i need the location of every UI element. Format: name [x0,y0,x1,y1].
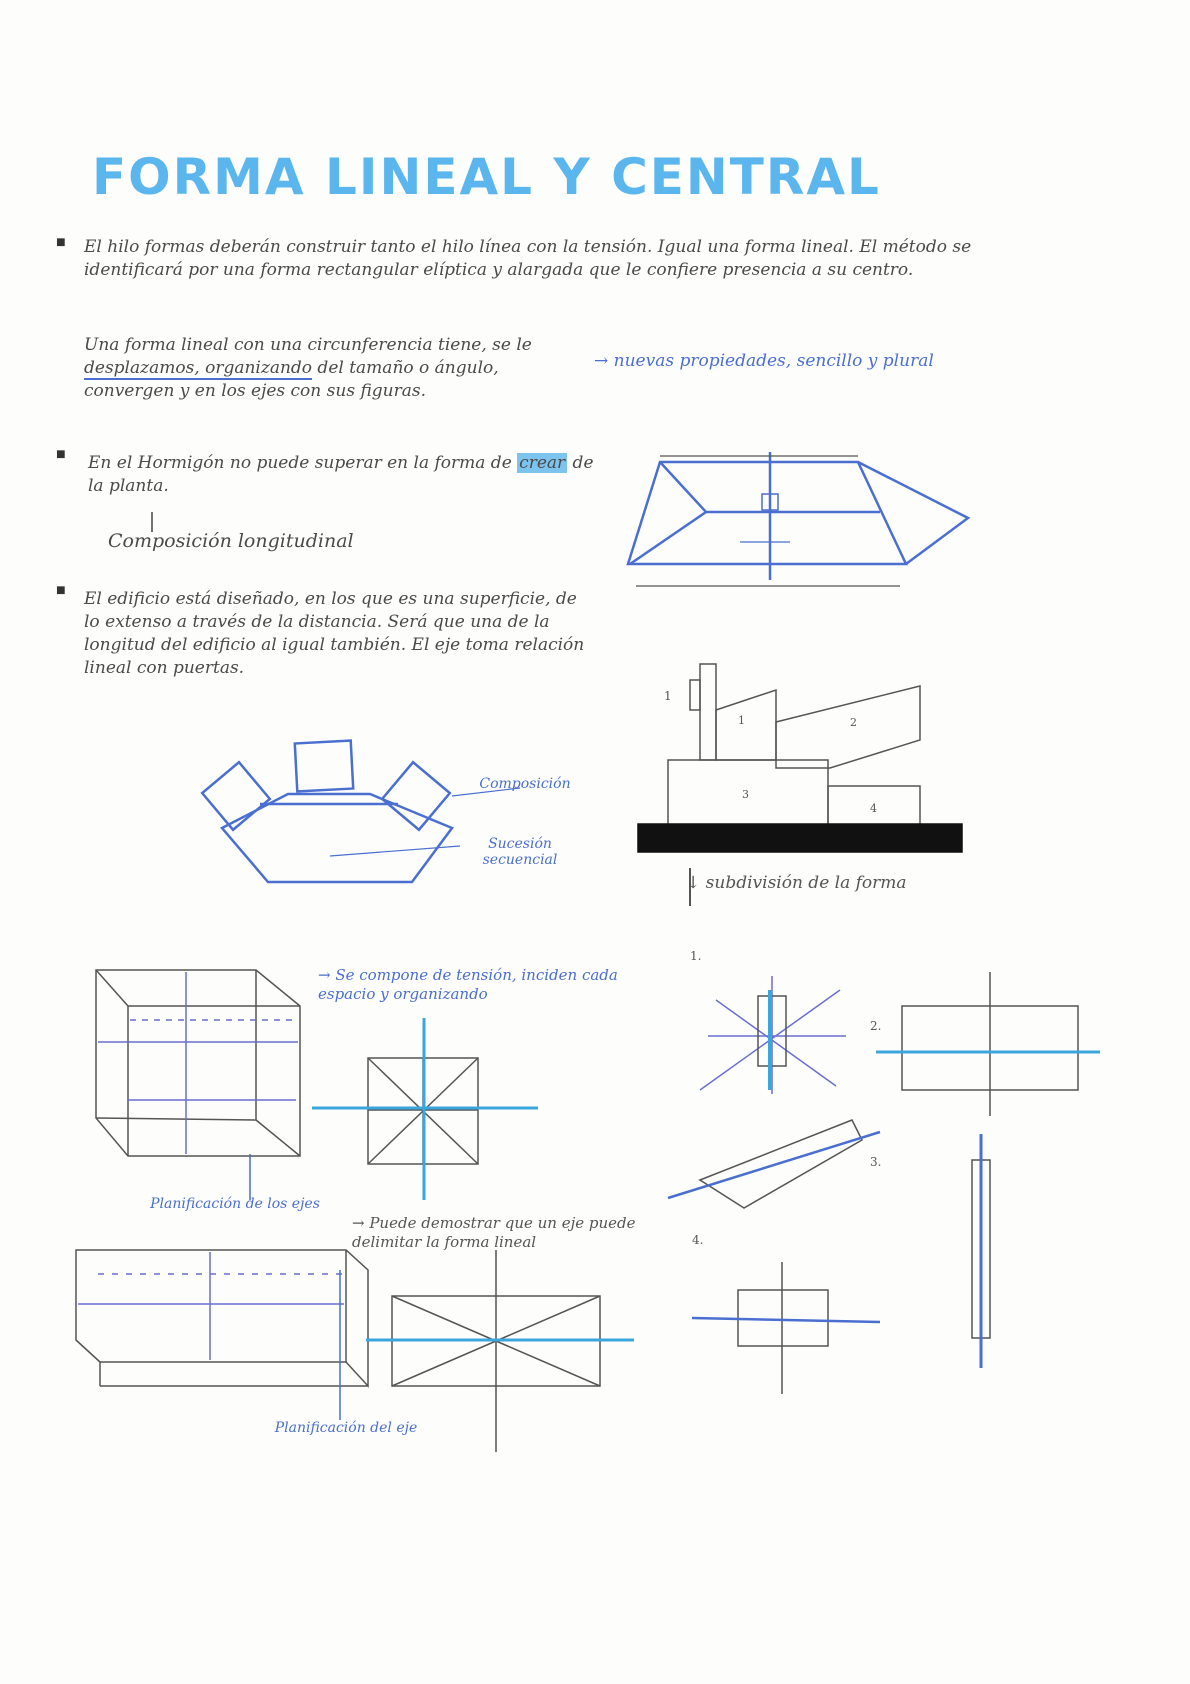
small-rect-axis [692,1318,880,1322]
underlined-text: desplazamos, organizando [84,358,313,378]
bullet-dot: ■ [56,234,66,251]
step-mark-d: 4. [692,1233,704,1247]
radial-star-diagram [700,976,846,1094]
highlighted-word: crear [519,453,566,473]
parallelogram-axis [668,1132,880,1198]
squares-plan-diagram [202,741,520,882]
paragraph-linear-form-a: Una forma lineal con una circunferencia tiene, se le [84,335,532,355]
bullet-dot: ■ [56,446,66,463]
label-subdivision: ↓ subdivisión de la forma [686,873,907,893]
elevation-mark-side: 1 [664,689,672,703]
paragraph-building: El edificio está diseñado, en los que es una superficie, de lo extenso a través de la distancia. Será que una de la longitud del edificio al igual también. El eje toma relación lineal con puertas. [84,589,585,678]
label-box-axes: Planificación de los ejes [150,1196,320,1212]
sub-heading-longitudinal: Composición longitudinal [108,530,354,552]
arrow-note: → nuevas propiedades, sencillo y plural [594,351,934,371]
step-mark-c: 3. [870,1155,882,1169]
label-sequence: Sucesión secuencial [482,836,558,868]
square-axes-cyan [312,1018,538,1200]
step-mark-a: 1. [690,949,702,963]
bullet-dot: ■ [56,582,66,599]
label-composition: Composición [479,776,571,792]
elevation-mark-1: 1 [738,714,745,727]
tower-block [700,664,716,760]
trapezoid-plan-diagram [628,452,968,586]
paragraph-intro: El hilo formas deberán construir tanto el hilo línea con la tensión. Igual una forma lineal. El método se identificará por una forma rectangular elíptica y alargada que le confiere presencia a su centro. [84,237,972,280]
page-title: FORMA LINEAL Y CENTRAL [92,148,881,206]
cube-diagram [96,970,300,1156]
long-box-diagram [76,1250,368,1386]
elevation-mark-2: 2 [850,716,857,729]
small-rect-diagram [738,1262,828,1394]
label-bottom-axis: Planificación del eje [274,1420,418,1436]
rect-cross-diagram [902,972,1078,1116]
paragraph-concrete-b: de la planta. [88,453,594,496]
ground-bar [638,824,962,852]
paragraph-concrete-a: En el Hormigón no puede superar en la forma de [88,453,518,473]
elevation-mark-4: 4 [870,802,877,815]
elevation-diagram [638,664,962,906]
elevation-mark-3: 3 [742,788,749,801]
paragraph-linear-form-b: del tamaño o ángulo, convergen y en los ejes con sus figuras. [84,358,499,401]
step-mark-b: 2. [870,1019,882,1033]
vertical-bar-diagram [972,1134,990,1368]
long-box-grid [78,1252,344,1420]
rect-x-diagram [392,1250,600,1452]
label-rect-note: → Puede demostrar que un eje puede delimitar la forma lineal [352,1214,636,1251]
label-cube-note: → Se compone de tensión, inciden cada espacio y organizando [318,966,618,1003]
